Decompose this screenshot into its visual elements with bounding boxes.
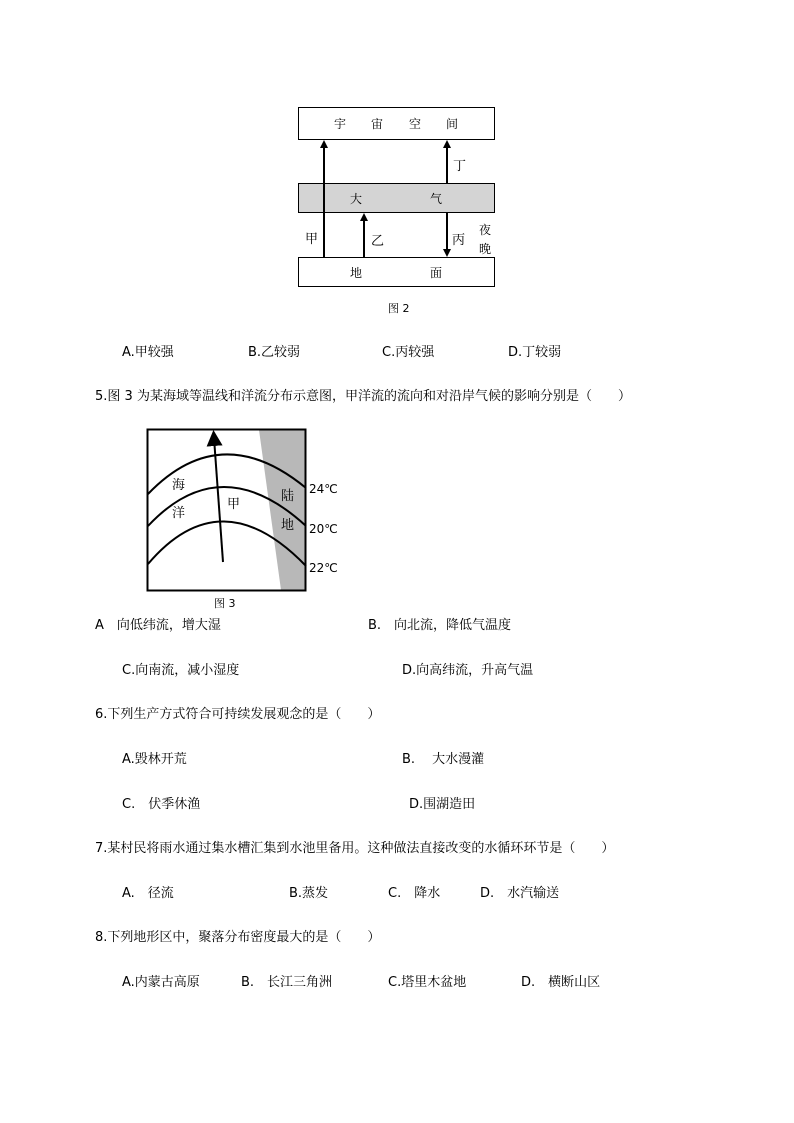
arrow-bing-head xyxy=(443,249,451,257)
ground-box xyxy=(298,257,495,287)
label-current-jia: 甲 xyxy=(227,497,241,512)
label-lu: 陆 xyxy=(281,489,295,504)
label-bing: 丙 xyxy=(452,233,466,248)
q4-option-a: A.甲较强 xyxy=(122,345,174,360)
label-iso-24: 24℃ xyxy=(309,482,338,496)
label-iso-22: 22℃ xyxy=(309,561,338,575)
q7-option-d: D. 水汽输送 xyxy=(480,886,560,901)
arrow-ding xyxy=(446,148,448,183)
atmosphere-label-1: 大 xyxy=(350,192,363,206)
ground-label-2: 面 xyxy=(430,266,443,280)
label-iso-20: 20℃ xyxy=(309,522,338,536)
label-yi: 乙 xyxy=(371,234,385,249)
q6-option-c: C. 伏季休渔 xyxy=(122,797,201,812)
q4-option-d: D.丁较弱 xyxy=(508,345,562,360)
arrow-bing xyxy=(446,213,448,249)
figure-2-caption: 图 2 xyxy=(388,302,410,315)
land-area xyxy=(259,430,306,590)
q8-option-a: A.内蒙古高原 xyxy=(122,975,200,990)
q7-option-a: A. 径流 xyxy=(122,886,174,901)
q4-option-c: C.丙较强 xyxy=(382,345,435,360)
current-arrow xyxy=(214,438,223,562)
q5-option-a: A 向低纬流，增大湿 xyxy=(95,618,221,633)
atmosphere-label-2: 气 xyxy=(430,192,443,206)
space-label-1: 宇 xyxy=(334,117,347,131)
arrow-yi-head xyxy=(360,213,368,221)
q8-option-b: B. 长江三角洲 xyxy=(241,975,333,990)
q8-option-d: D. 横断山区 xyxy=(521,975,601,990)
q8-option-c: C.塔里木盆地 xyxy=(388,975,467,990)
label-di: 地 xyxy=(281,518,295,533)
q7-option-b: B.蒸发 xyxy=(289,886,329,901)
space-label-2: 宙 xyxy=(371,117,384,131)
q5-option-b: B. 向北流，降低气温度 xyxy=(368,618,512,633)
label-night-2: 晚 xyxy=(479,242,492,256)
label-ding: 丁 xyxy=(453,159,467,174)
ground-label-1: 地 xyxy=(350,266,363,280)
q4-option-b: B.乙较弱 xyxy=(248,345,301,360)
atmosphere-box xyxy=(298,183,495,213)
label-jia: 甲 xyxy=(305,232,319,247)
figure-3-caption: 图 3 xyxy=(214,597,236,610)
arrow-jia xyxy=(323,148,325,257)
space-label-4: 间 xyxy=(446,117,459,131)
label-hai: 海 xyxy=(172,478,186,493)
arrow-jia-head xyxy=(320,140,328,148)
q6-stem: 6.下列生产方式符合可持续发展观念的是（ ） xyxy=(95,707,381,722)
q6-option-b: B. 大水漫灌 xyxy=(402,752,485,767)
q8-stem: 8.下列地形区中，聚落分布密度最大的是（ ） xyxy=(95,930,381,945)
space-label-3: 空 xyxy=(409,117,422,131)
arrow-yi xyxy=(363,221,365,257)
q5-option-c: C.向南流，减小湿度 xyxy=(122,663,240,678)
label-night-1: 夜 xyxy=(479,223,492,237)
arrow-ding-head xyxy=(443,140,451,148)
q7-stem: 7.某村民将雨水通过集水槽汇集到水池里备用。这种做法直接改变的水循环环节是（ ） xyxy=(95,841,615,856)
label-yang: 洋 xyxy=(172,506,186,521)
q6-option-a: A.毁林开荒 xyxy=(122,752,187,767)
space-box xyxy=(298,107,495,140)
q5-option-d: D.向高纬流，升高气温 xyxy=(402,663,534,678)
q7-option-c: C. 降水 xyxy=(388,886,441,901)
q6-option-d: D.围湖造田 xyxy=(409,797,476,812)
q5-stem: 5.图 3 为某海域等温线和洋流分布示意图，甲洋流的流向和对沿岸气候的影响分别是（ ） xyxy=(95,389,631,404)
